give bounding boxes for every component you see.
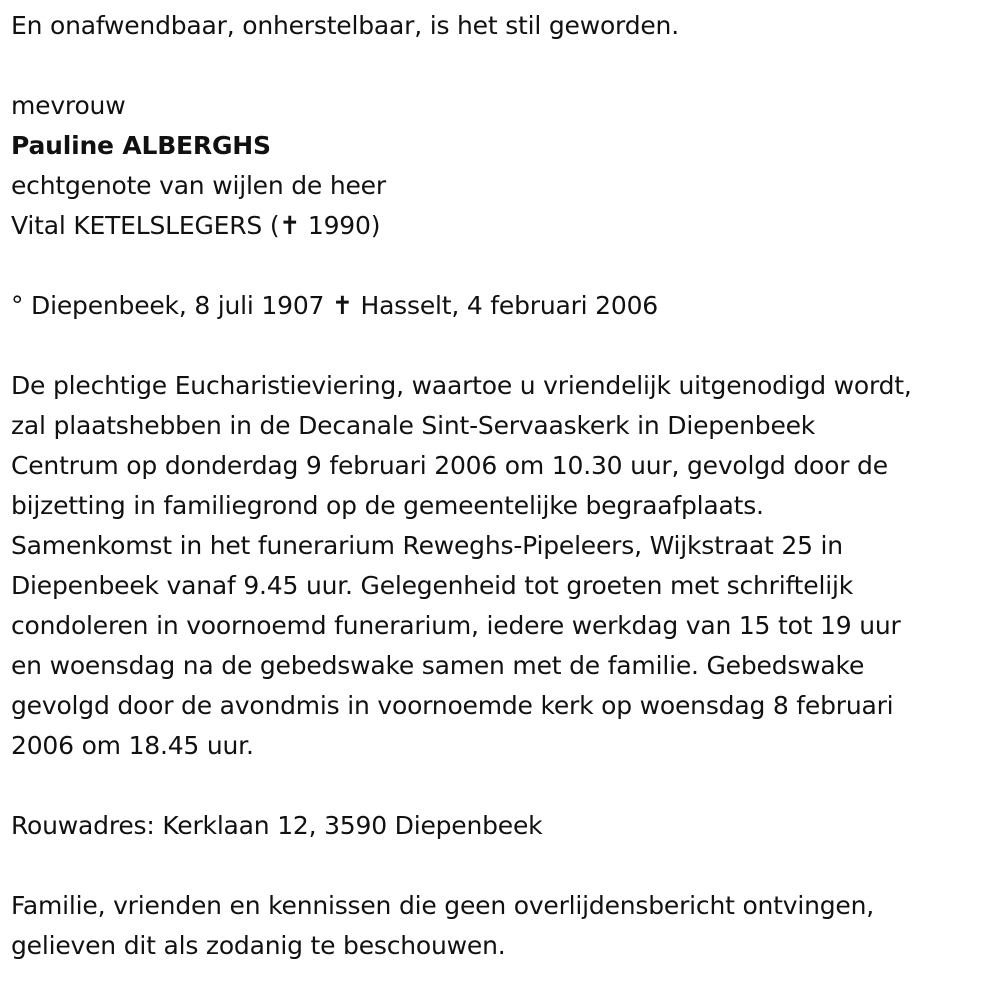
deceased-name: Pauline ALBERGHS [11,131,271,160]
ceremony-line: Samenkomst in het funerarium Reweghs-Pipeleers, Wijkstraat 25 in [11,531,843,560]
ceremony-line: 2006 om 18.45 uur. [11,731,254,760]
spacer [11,246,996,286]
spacer [11,46,996,86]
mourning-address: Rouwadres: Kerklaan 12, 3590 Diepenbeek [11,811,543,840]
closing-paragraph [11,886,996,966]
relation-line-2: Vital KETELSLEGERS (✝ 1990) [11,211,381,240]
closing-line: Familie, vrienden en kennissen die geen overlijdensbericht ontvingen, [11,891,875,920]
ceremony-line: Diepenbeek vanaf 9.45 uur. Gelegenheid tot groeten met schriftelijk [11,571,853,600]
ceremony-line: gevolgd door de avondmis in voornoemde kerk op woensdag 8 februari [11,691,894,720]
obituary-document [11,6,996,966]
ceremony-line: condoleren in voornoemd funerarium, iedere werkdag van 15 tot 19 uur [11,611,901,640]
ceremony-line: Centrum op donderdag 9 februari 2006 om 10.30 uur, gevolgd door de [11,451,888,480]
ceremony-line: bijzetting in familiegrond op de gemeentelijke begraafplaats. [11,491,764,520]
relation-line-1: echtgenote van wijlen de heer [11,171,386,200]
intro-text: En onafwendbaar, onherstelbaar, is het stil geworden. [11,11,679,40]
ceremony-line: zal plaatshebben in de Decanale Sint-Servaaskerk in Diepenbeek [11,411,816,440]
spacer [11,326,996,366]
spacer [11,846,996,886]
ceremony-line: en woensdag na de gebedswake samen met de familie. Gebedswake [11,651,865,680]
ceremony-paragraph [11,366,996,766]
title-prefix: mevrouw [11,91,126,120]
closing-line: gelieven dit als zodanig te beschouwen. [11,931,506,960]
spacer [11,766,996,806]
birth-death-dates: ° Diepenbeek, 8 juli 1907 ✝ Hasselt, 4 februari 2006 [11,291,658,320]
ceremony-line: De plechtige Eucharistieviering, waartoe u vriendelijk uitgenodigd wordt, [11,371,912,400]
